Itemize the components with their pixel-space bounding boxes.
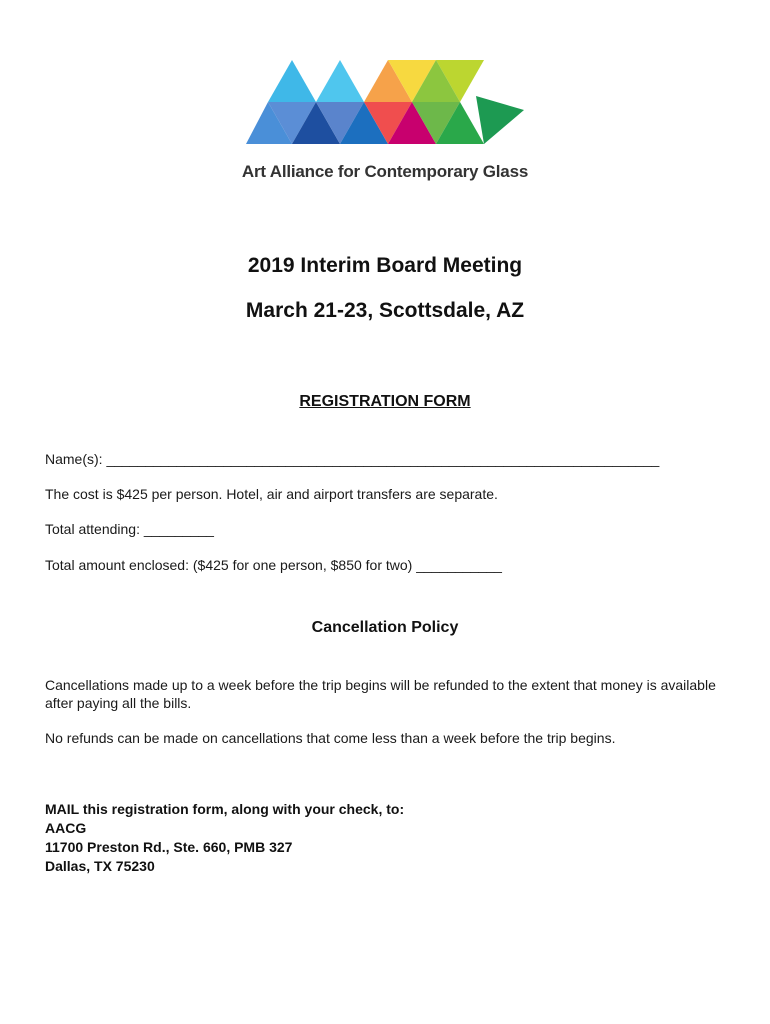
registration-form-heading: REGISTRATION FORM <box>299 393 471 410</box>
meeting-dates-location: March 21-23, Scottsdale, AZ <box>245 299 525 322</box>
cost-statement: The cost is $425 per person. Hotel, air and airport transfers are separate. <box>45 486 498 502</box>
aacg-logo <box>246 58 526 148</box>
logo-triangle <box>316 60 364 102</box>
total-attending-field[interactable]: Total attending: _________ <box>45 521 214 537</box>
mailing-address-block <box>45 800 404 876</box>
mailing-instruction: MAIL this registration form, along with your check, to: <box>45 801 405 817</box>
meeting-title: 2019 Interim Board Meeting <box>247 254 523 277</box>
mailing-street: 11700 Preston Rd., Ste. 660, PMB 327 <box>45 839 293 855</box>
logo-triangle <box>476 96 524 144</box>
cancellation-paragraph-refund: Cancellations made up to a week before the trip begins will be refunded to the extent that money is available after paying all the bills. <box>45 677 716 711</box>
organization-name: Art Alliance for Contemporary Glass <box>241 162 529 181</box>
cancellation-policy-heading: Cancellation Policy <box>311 619 459 636</box>
mailing-recipient: AACG <box>45 820 87 836</box>
names-field[interactable]: Name(s): _______________________________________________________________________ <box>45 451 660 467</box>
total-amount-field[interactable]: Total amount enclosed: ($425 for one person, $850 for two) ___________ <box>45 557 502 573</box>
cancellation-paragraph-no-refund: No refunds can be made on cancellations that come less than a week before the trip begins. <box>45 730 616 746</box>
mailing-city-state-zip: Dallas, TX 75230 <box>45 858 155 874</box>
